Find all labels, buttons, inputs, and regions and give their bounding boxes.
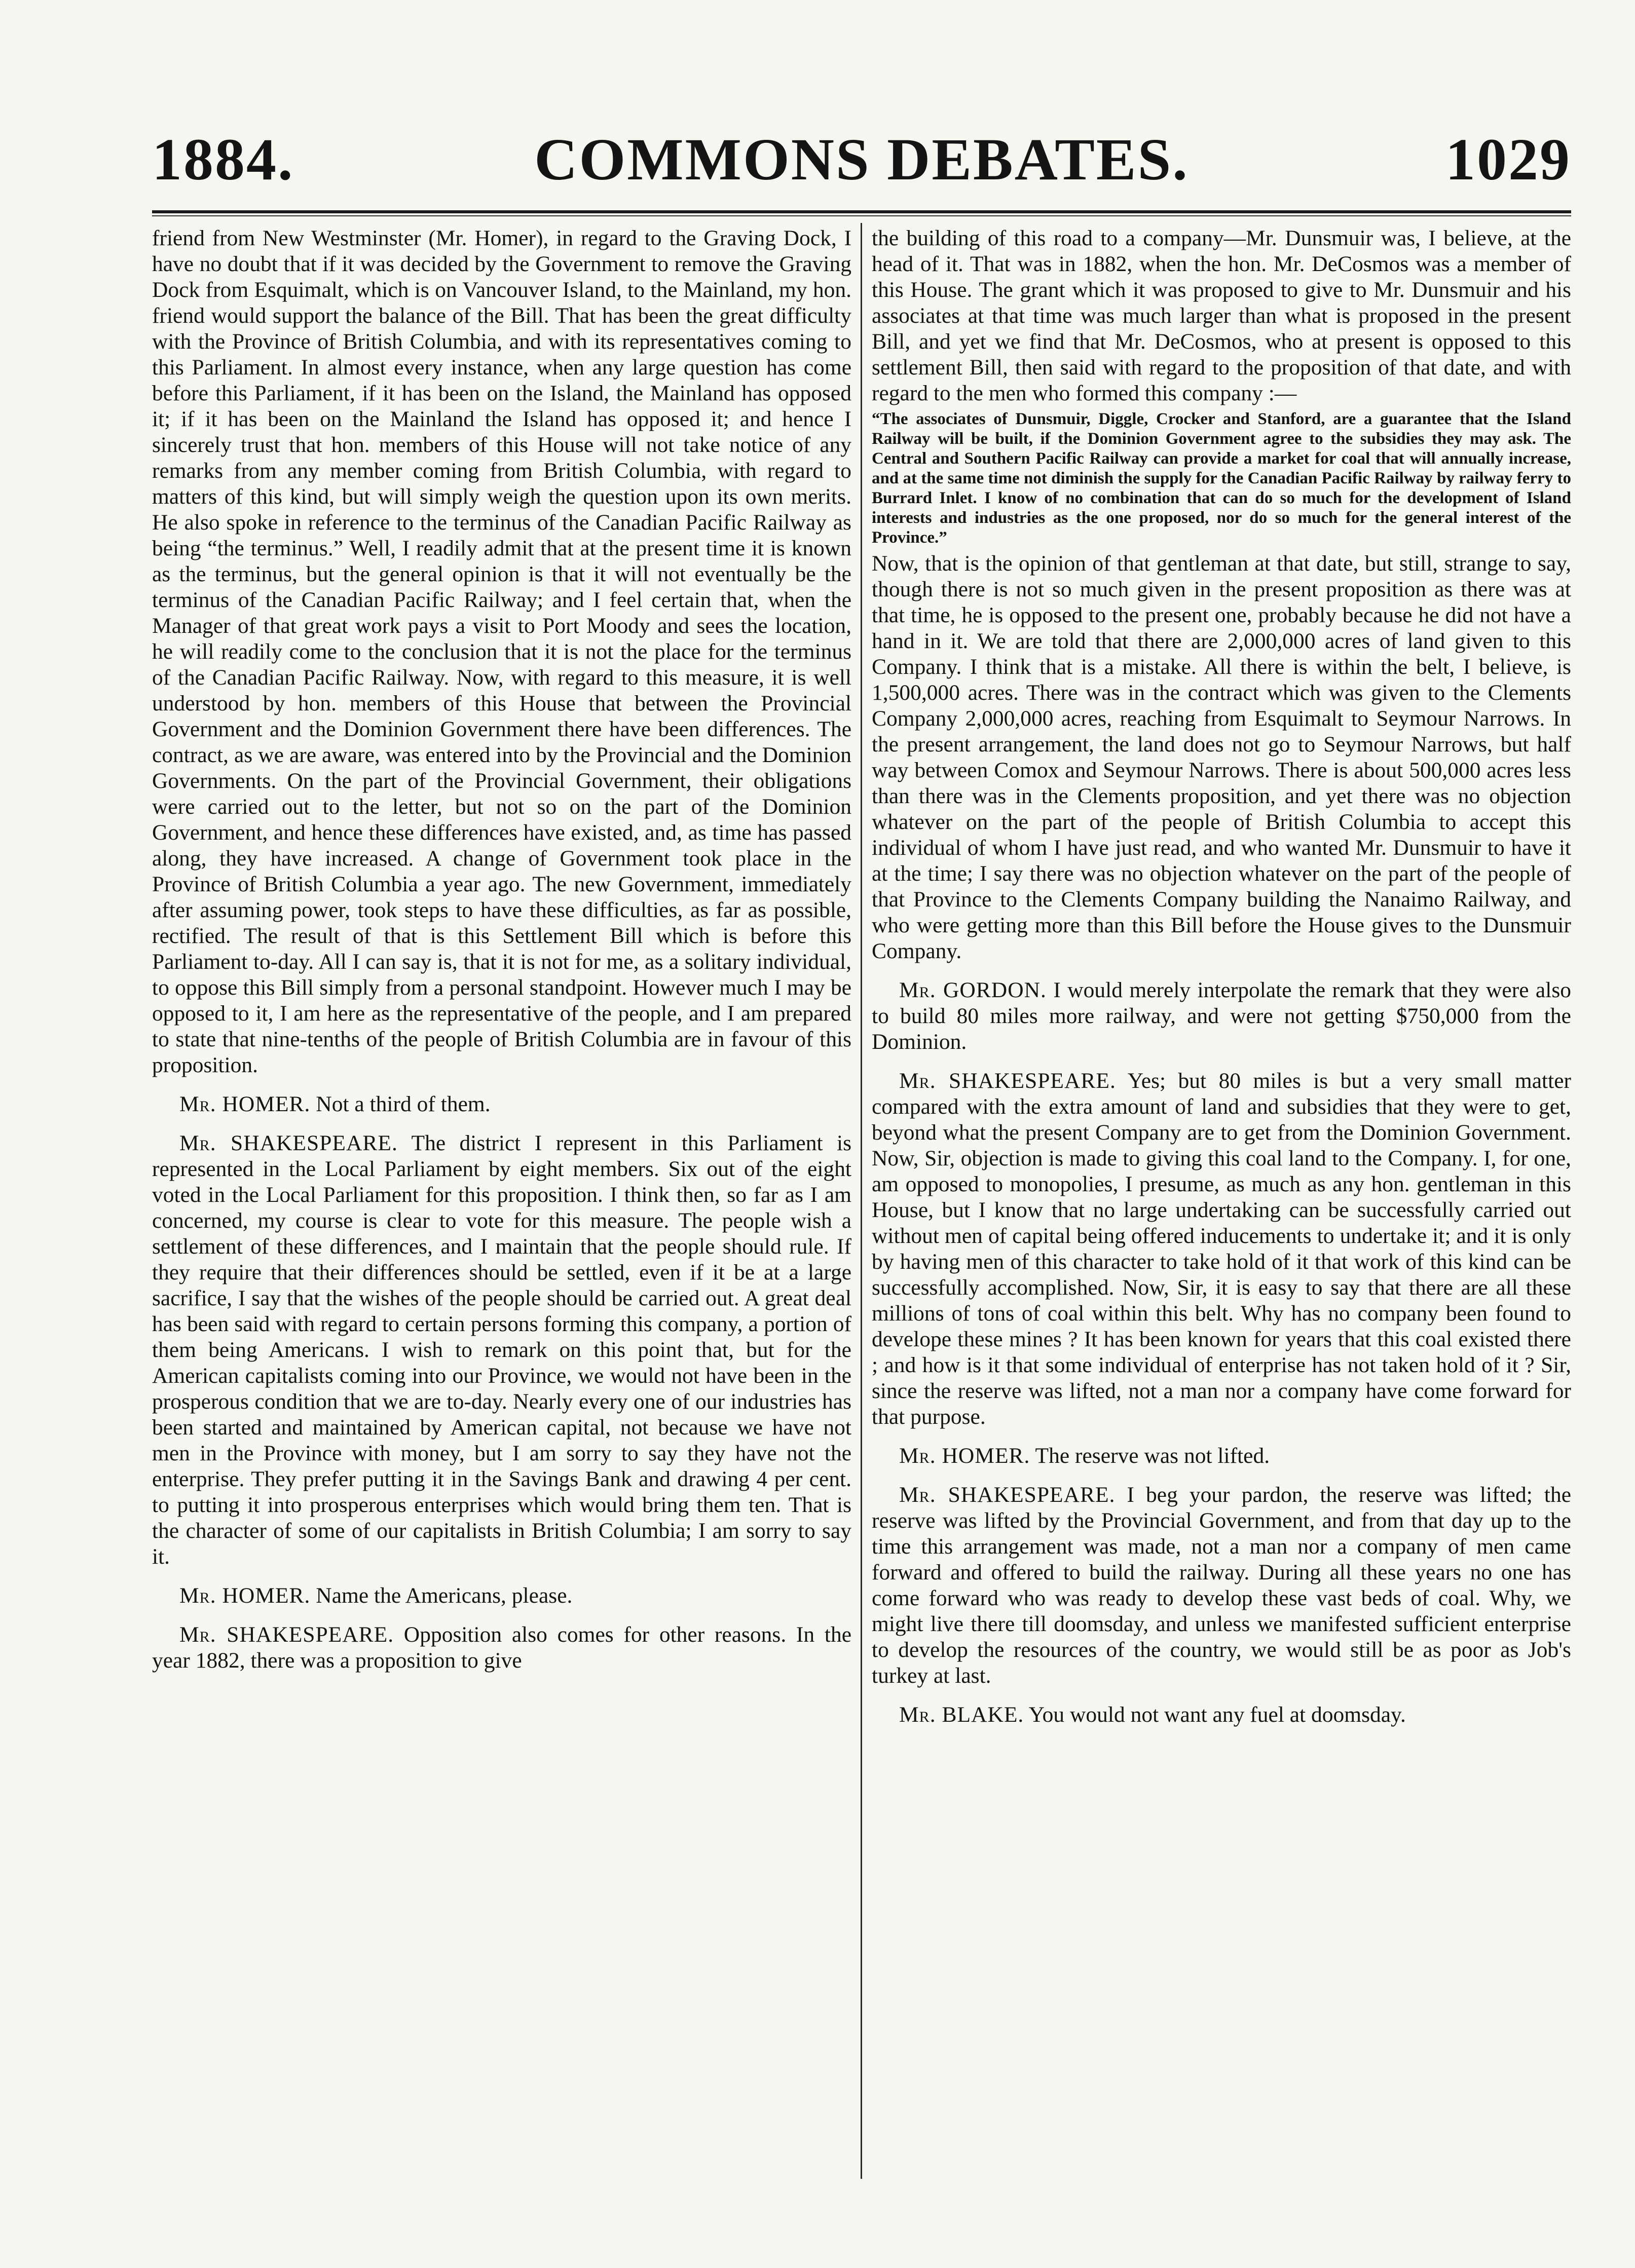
speech-paragraph	[872, 977, 1571, 1055]
speech-text: Name the Americans, please.	[316, 1583, 573, 1608]
speech-paragraph	[152, 1583, 851, 1609]
quote-text: “The associates of Dunsmuir, Diggle, Crocker and Stanford, are a guarantee that the Island Railway will be built, if the Dominion Government agree to the subsidies they may ask. The Central and Southern Pacific Railway can provide a market for coal that will annually increase, and at the same time not diminish the supply for the Canadian Pacific Railway by railway ferry to Burrard Inlet. I know of no combination that can do so much for the development of Island interests and industries as the one proposed, nor do so much for the general interest of the Province.”	[872, 410, 1571, 547]
speech-text: I beg your pardon, the reserve was lifted; the reserve was lifted by the Provincial Government, and from that day up to the time this arrangement was made, not a man nor a company of men came forward and offered to build the railway. During all these years no one has come forward who was ready to develop these vast beds of coal. Why, we might live there till doomsday, and unless we manifested sufficient enterprise to develop the resources of the country, we would still be as poor as Job's turkey at last.	[872, 1483, 1572, 1688]
speaker-name: Mr. HOMER.	[179, 1583, 311, 1608]
speech-paragraph	[152, 1622, 851, 1674]
speaker-name: Mr. SHAKESPEARE.	[899, 1483, 1116, 1507]
header-rule-thin	[152, 215, 1571, 216]
speech-paragraph	[152, 1091, 851, 1117]
header-page-number: 1029	[1445, 126, 1571, 193]
speaker-name: Mr. SHAKESPEARE.	[899, 1069, 1116, 1093]
speech-paragraph	[872, 1482, 1571, 1689]
speech-text: Yes; but 80 miles is but a very small matter compared with the extra amount of land and subsidies that they were to get, beyond what the present Company are to get from the Dominion Government. Now, Sir, objection is made to giving this coal land to the Company. I, for one, am opposed to monopolies, I presume, as much as any hon. gentleman in this House, but I know that no large undertaking can be successfully carried out without men of capital being offered inducements to undertake it; and it is only by having men of this character to take hold of it that work of this kind can be successfully accomplished. Now, Sir, it is easy to say that there are all these millions of tons of coal within this belt. Why has no company been found to develope these mines ? It has been known for years that this coal existed there ; and how is it that some individual of enterprise has not taken hold of it ? Sir, since the reserve was lifted, not a man nor a company have come forward for that purpose.	[872, 1069, 1572, 1429]
column-divider	[861, 223, 862, 2179]
speaker-name: Mr. HOMER.	[179, 1092, 311, 1116]
header-rule	[152, 210, 1571, 213]
speech-paragraph	[152, 1130, 851, 1570]
quoted-passage	[872, 409, 1571, 548]
speech-text: The reserve was not lifted.	[1035, 1444, 1270, 1468]
speaker-name: Mr. BLAKE.	[899, 1703, 1024, 1727]
right-column	[872, 225, 1571, 1731]
header-title: COMMONS DEBATES.	[534, 126, 1189, 193]
page-header	[152, 122, 1571, 198]
speech-text: Not a third of them.	[316, 1092, 491, 1116]
speech-text: I would merely interpolate the remark that they were also to build 80 miles more railway, and were not getting $750,000 from the Dominion.	[872, 978, 1571, 1054]
speech-paragraph	[872, 1702, 1571, 1728]
speech-text: Opposition also comes for other reasons. In the year 1882, there was a proposition to give	[152, 1622, 851, 1673]
speech-paragraph	[872, 1443, 1571, 1469]
body-paragraph: friend from New Westminster (Mr. Homer), in regard to the Graving Dock, I have no doubt that if it was decided by the Government to remove the Graving Dock from Esquimalt, which is on Vancouver Island, to the Mainland, my hon. friend would support the balance of the Bill. That has been the great difficulty with the Province of British Columbia, and with its representatives coming to this Parliament. In almost every instance, when any large question has come before this Parliament, if it has been on the Island, the Mainland has opposed it; if it has been on the Mainland the Island has opposed it; and hence I sincerely trust that hon. members of this House will not take notice of any remarks from any member coming from British Columbia, with regard to matters of this kind, but will simply weigh the question upon its own merits. He also spoke in reference to the terminus of the Canadian Pacific Railway as being “the terminus.” Well, I readily admit that at the present time it is known as the terminus, but the general opinion is that it will not eventually be the terminus of the Canadian Pacific Railway; and I feel certain that, when the Manager of that great work pays a visit to Port Moody and sees the location, he will readily come to the conclusion that it is not the place for the terminus of the Canadian Pacific Railway. Now, with regard to this measure, it is well understood by hon. members of this House that between the Provincial Government and the Dominion Government there have been differences. The contract, as we are aware, was entered into by the Provincial and the Dominion Governments. On the part of the Provincial Government, their obligations were carried out to the letter, but not so on the part of the Dominion Government, and hence these differences have existed, and, as time has passed along, they have increased. A change of Government took place in the Province of British Columbia a year ago. The new Government, immediately after assuming power, took steps to have these difficulties, as far as possible, rectified. The result of that is this Settlement Bill which is before this Parliament to-day. All I can say is, that it is not for me, as a solitary individual, to oppose this Bill simply from a personal standpoint. However much I may be opposed to it, I am here as the representative of the people, and I am prepared to state that nine-tenths of the people of British Columbia are in favour of this proposition.	[152, 226, 851, 1077]
speaker-name: Mr. SHAKESPEARE.	[179, 1131, 398, 1155]
speech-paragraph	[872, 1068, 1571, 1430]
speech-text: The district I represent in this Parliament is represented in the Local Parliament by eight members. Six out of the eight voted in the Local Parliament for this proposition. I think then, so far as I am concerned, my course is clear to vote for this measure. The people wish a settlement of these differences, and I maintain that the people should rule. If they require that their differences should be settled, even if it be at a large sacrifice, I say that the wishes of the people should be carried out. A great deal has been said with regard to certain persons forming this company, a portion of them being Americans. I wish to remark on this point that, but for the American capitalists coming into our Province, we would not have been in the prosperous condition that we are to-day. Nearly every one of our industries has been started and maintained by American capital, not because we have not men in the Province with money, but I am sorry to say they have not the enterprise. They prefer putting it in the Savings Bank and drawing 4 per cent. to putting it into prosperous enterprises which would bring them ten. That is the character of some of our capitalists in British Columbia; I am sorry to say it.	[152, 1131, 852, 1569]
left-column	[152, 225, 851, 1677]
header-year: 1884.	[152, 126, 294, 193]
speaker-name: Mr. HOMER.	[899, 1444, 1030, 1468]
speaker-name: Mr. SHAKESPEARE.	[179, 1622, 394, 1647]
speaker-name: Mr. GORDON.	[899, 978, 1047, 1002]
body-paragraph: Now, that is the opinion of that gentleman at that date, but still, strange to say, though there is not so much given in the present proposition as there was at that time, he is opposed to the present one, probably because he did not have a hand in it. We are told that there are 2,000,000 acres of land given to this Company. I think that is a mistake. All there is within the belt, I believe, is 1,500,000 acres. There was in the contract which was given to the Clements Company 2,000,000 acres, reaching from Esquimalt to Seymour Narrows. In the present arrangement, the land does not go to Seymour Narrows, but half way between Comox and Seymour Narrows. There is about 500,000 acres less than there was in the Clements proposition, and yet there was no objection whatever on the part of the people of British Columbia to accept this individual of whom I have just read, and who wanted Mr. Dunsmuir to have it at the time; I say there was no objection whatever on the part of the people of that Province to the Clements Company building the Nanaimo Railway, and who were getting more than this Bill before the House gives to the Dunsmuir Company.	[872, 551, 1571, 963]
speech-text: You would not want any fuel at doomsday.	[1028, 1703, 1406, 1727]
body-paragraph: the building of this road to a company—Mr. Dunsmuir was, I believe, at the head of it. That was in 1882, when the hon. Mr. DeCosmos was a member of this House. The grant which it was proposed to give to Mr. Dunsmuir and his associates at that time was much larger than what is proposed in the present Bill, and yet we find that Mr. DeCosmos, who at present is opposed to this settlement Bill, then said with regard to the proposition of that date, and with regard to the men who formed this company :—	[872, 226, 1571, 405]
